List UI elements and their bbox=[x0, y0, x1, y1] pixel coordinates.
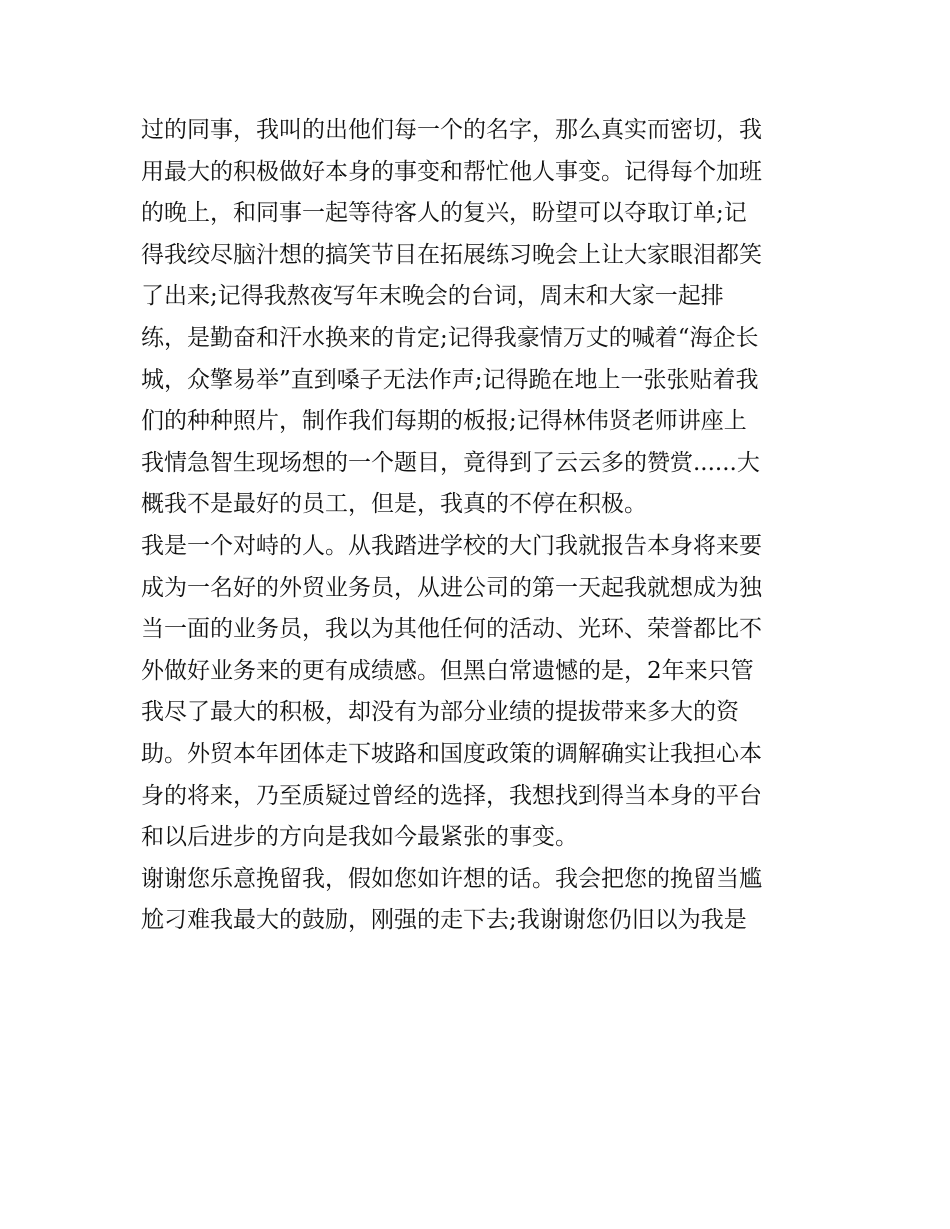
text-line: 谢谢您乐意挽留我，假如您如许想的话。我会把您的挽留当尴 bbox=[141, 865, 762, 892]
text-line: 我情急智生现场想的一个题目，竟得到了云云多的赞赏......大 bbox=[141, 449, 760, 476]
text-line: 当一面的业务员，我以为其他任何的活动、光环、荣誉都比不 bbox=[141, 616, 762, 643]
text-line: 用最大的积极做好本身的事变和帮忙他人事变。记得每个加班 bbox=[141, 158, 762, 185]
text-line: 我尽了最大的积极，却没有为部分业绩的提拔带来多大的资 bbox=[141, 699, 739, 726]
text-line: 我是一个对峙的人。从我踏进学校的大门我就报告本身将来要 bbox=[141, 532, 762, 559]
text-line: 助。外贸本年团体走下坡路和国度政策的调解确实让我担心本 bbox=[141, 740, 762, 767]
text-line: 外做好业务来的更有成绩感。但黑白常遗憾的是，2年来只管 bbox=[141, 657, 754, 684]
text-line: 得我绞尽脑汁想的搞笑节目在拓展练习晚会上让大家眼泪都笑 bbox=[141, 241, 762, 268]
text-line: 过的同事，我叫的出他们每一个的名字，那么真实而密切，我 bbox=[141, 117, 762, 143]
text-line: 尬刁难我最大的鼓励，刚强的走下去;我谢谢您仍旧以为我是 bbox=[141, 907, 747, 934]
text-line: 练，是勤奋和汗水换来的肯定;记得我豪情万丈的喊着“海企长 bbox=[141, 324, 759, 351]
text-line: 了出来;记得我熬夜写年末晚会的台词，周末和大家一起排 bbox=[141, 283, 724, 310]
text-line: 概我不是最好的员工，但是，我真的不停在积极。 bbox=[141, 491, 647, 518]
text-line: 城，众擎易举”直到嗓子无法作声;记得跪在地上一张张贴着我 bbox=[141, 366, 759, 393]
text-line: 的晚上，和同事一起等待客人的复兴，盼望可以夺取订单;记 bbox=[141, 200, 747, 227]
text-line: 身的将来，乃至质疑过曾经的选择，我想找到得当本身的平台 bbox=[141, 782, 762, 809]
text-line: 成为一名好的外贸业务员，从进公司的第一天起我就想成为独 bbox=[141, 574, 762, 601]
text-line: 们的种种照片，制作我们每期的板报;记得林伟贤老师讲座上 bbox=[141, 408, 747, 435]
text-line: 和以后进步的方向是我如今最紧张的事变。 bbox=[141, 824, 578, 851]
body-text bbox=[141, 110, 821, 942]
